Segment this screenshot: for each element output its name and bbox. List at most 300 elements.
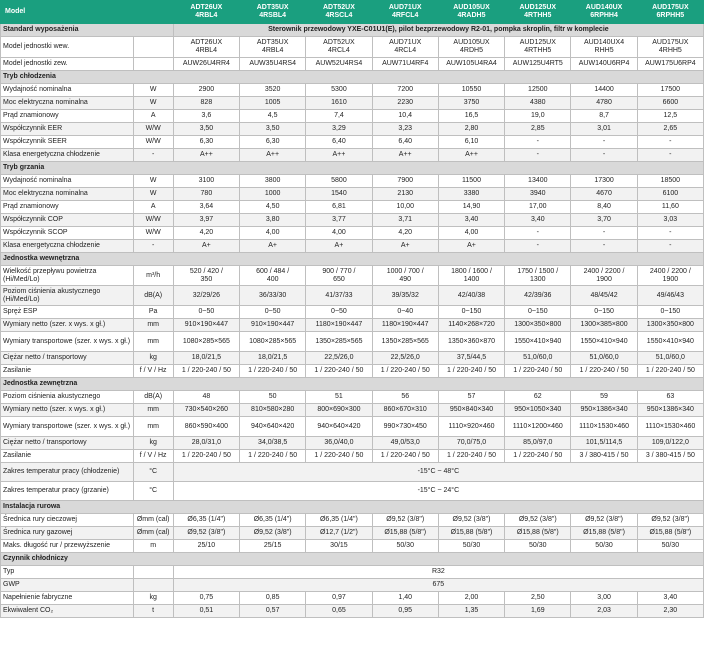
section-title: Jednostka wewnętrzna [1, 253, 704, 266]
row-value: 51 [306, 391, 372, 404]
row-value: 3,40 [438, 214, 504, 227]
row-value: 1550×410×940 [571, 332, 637, 352]
row-value: 4,50 [240, 201, 306, 214]
row-value-merged: -15°C ~ 48°C [173, 463, 703, 482]
row-value: 7200 [372, 84, 438, 97]
row-value: 1 / 220-240 / 50 [438, 450, 504, 463]
row-value: 3,6 [173, 110, 239, 123]
model-col-3: ADT52UX 4RSCL4 [306, 1, 372, 24]
row-value: 950×1386×340 [637, 404, 703, 417]
row-unit: mm [133, 332, 173, 352]
row-value-merged: 675 [173, 579, 703, 592]
row-value: 3,03 [637, 214, 703, 227]
row-value: - [637, 149, 703, 162]
row-value: - [637, 227, 703, 240]
row-value: 6,40 [372, 136, 438, 149]
row-value: 49,0/53,0 [372, 437, 438, 450]
row-value: 4670 [571, 188, 637, 201]
row-value: 3750 [438, 97, 504, 110]
row-value: 22,5/26,0 [306, 352, 372, 365]
row-value: 3,01 [571, 123, 637, 136]
row-value: 1 / 220-240 / 50 [240, 450, 306, 463]
row-value: - [505, 136, 571, 149]
row-value: 0,85 [240, 592, 306, 605]
row-value: 11,60 [637, 201, 703, 214]
row-value: 3 / 380-415 / 50 [637, 450, 703, 463]
row-value: 28,0/31,0 [173, 437, 239, 450]
row-value: 2400 / 2200 / 1900 [637, 266, 703, 286]
row-value: 4380 [505, 97, 571, 110]
row-value: A+ [372, 240, 438, 253]
row-label: Maks. długość rur / przewyższenie [1, 540, 134, 553]
row-value: 1750 / 1500 / 1300 [505, 266, 571, 286]
row-unit: Ømm (cal) [133, 527, 173, 540]
spec-row-zasilanie [1, 365, 704, 378]
row-value: 6,30 [173, 136, 239, 149]
row-value: 36/33/30 [240, 286, 306, 306]
row-value: 1140×268×720 [438, 319, 504, 332]
row-value: 940×640×420 [240, 417, 306, 437]
row-unit: dB(A) [133, 286, 173, 306]
row-value: 12,5 [637, 110, 703, 123]
row-label: Ciężar netto / transportowy [1, 352, 134, 365]
row-value: 57 [438, 391, 504, 404]
row-value: 4780 [571, 97, 637, 110]
row-value: 1350×285×565 [372, 332, 438, 352]
row-value: - [637, 136, 703, 149]
row-value: - [505, 149, 571, 162]
spec-row-zakres-temperatur-pracy-chlodzenie [1, 463, 704, 482]
row-value: 101,5/114,5 [571, 437, 637, 450]
row-value: AUD71UX 4RCL4 [372, 37, 438, 58]
row-label: Współczynnik SEER [1, 136, 134, 149]
row-value: 2,85 [505, 123, 571, 136]
row-value: 50/30 [505, 540, 571, 553]
row-value: ADT52UX 4RCL4 [306, 37, 372, 58]
spec-row-wspolczynnik-cop [1, 214, 704, 227]
spec-row-typ [1, 566, 704, 579]
row-value: 6,40 [306, 136, 372, 149]
row-value: 3,71 [372, 214, 438, 227]
row-unit: °C [133, 482, 173, 501]
row-value: 828 [173, 97, 239, 110]
section-header-tryb-chlodzenia [1, 71, 704, 84]
section-header-jednostka-zewnetrzna [1, 378, 704, 391]
row-value: 1 / 220-240 / 50 [306, 365, 372, 378]
row-value: Ø6,35 (1/4") [306, 514, 372, 527]
spec-row-klasa-energetyczna-chlodzenie [1, 149, 704, 162]
row-label: Moc elektryczna nominalna [1, 188, 134, 201]
row-value: 600 / 484 / 400 [240, 266, 306, 286]
row-value: 6,30 [240, 136, 306, 149]
standard-equipment-row [1, 24, 704, 37]
row-value: 1800 / 1600 / 1400 [438, 266, 504, 286]
row-unit: m [133, 540, 173, 553]
row-value: 3940 [505, 188, 571, 201]
row-value: 34,0/38,5 [240, 437, 306, 450]
row-value: 39/35/32 [372, 286, 438, 306]
row-value: 51,0/60,0 [571, 352, 637, 365]
row-value: 25/15 [240, 540, 306, 553]
row-value: Ø9,52 (3/8") [637, 514, 703, 527]
spec-row-ekwiwalent-co [1, 605, 704, 618]
row-unit: Pa [133, 306, 173, 319]
row-value: 7900 [372, 175, 438, 188]
row-value: 2230 [372, 97, 438, 110]
row-value: 900 / 770 / 650 [306, 266, 372, 286]
row-value: A+ [306, 240, 372, 253]
row-unit [133, 58, 173, 71]
row-label: Średnica rury gazowej [1, 527, 134, 540]
model-header: Model [1, 1, 174, 24]
row-value-merged: -15°C ~ 24°C [173, 482, 703, 501]
spec-row-model-jednostki-zew [1, 58, 704, 71]
row-value: 4,00 [438, 227, 504, 240]
row-value: AUD125UX 4RTHH5 [505, 37, 571, 58]
row-value: 7,4 [306, 110, 372, 123]
row-label: Ekwiwalent CO₂ [1, 605, 134, 618]
row-value: 16,5 [438, 110, 504, 123]
standard-equipment-value: Sterownik przewodowy YXE-C01U1(E), pilot bezprzewodowy R2-01, pompka skroplin, filtr w komplecie [173, 24, 703, 37]
row-value: 62 [505, 391, 571, 404]
row-value: 3800 [240, 175, 306, 188]
row-unit: m³/h [133, 266, 173, 286]
row-value: A+ [438, 240, 504, 253]
row-value: Ø12,7 (1/2") [306, 527, 372, 540]
row-value: Ø15,88 (5/8") [438, 527, 504, 540]
row-label: Średnica rury cieczowej [1, 514, 134, 527]
row-value: 0~150 [505, 306, 571, 319]
row-label: Wymiary netto (szer. x wys. x gł.) [1, 404, 134, 417]
row-value: 42/40/38 [438, 286, 504, 306]
row-value: 48/45/42 [571, 286, 637, 306]
model-col-1: ADT26UX 4RBL4 [173, 1, 239, 24]
row-value: 1110×1530×460 [571, 417, 637, 437]
row-unit: W/W [133, 123, 173, 136]
row-value: 2,30 [637, 605, 703, 618]
row-value: 41/37/33 [306, 286, 372, 306]
row-value: 3,64 [173, 201, 239, 214]
model-col-5: AUD105UX 4RADH5 [438, 1, 504, 24]
row-value: Ø15,88 (5/8") [637, 527, 703, 540]
spec-row-ciezar-netto-transportowy [1, 437, 704, 450]
row-value: 59 [571, 391, 637, 404]
row-value: 51,0/60,0 [505, 352, 571, 365]
row-value: 85,0/97,0 [505, 437, 571, 450]
row-label: Zasilanie [1, 365, 134, 378]
row-value: - [637, 240, 703, 253]
row-value: A+ [173, 240, 239, 253]
row-label: Standard wyposażenia [1, 24, 174, 37]
row-value: 3,23 [372, 123, 438, 136]
row-value: AUW26U4RR4 [173, 58, 239, 71]
row-value: 17500 [637, 84, 703, 97]
row-value: 3520 [240, 84, 306, 97]
row-label: Typ [1, 566, 134, 579]
spec-row-ciezar-netto-transportowy [1, 352, 704, 365]
row-value: 4,5 [240, 110, 306, 123]
row-value: Ø15,88 (5/8") [372, 527, 438, 540]
spec-row-sprez-esp [1, 306, 704, 319]
row-value: AUD105UX 4RDH5 [438, 37, 504, 58]
row-value: 1550×410×940 [637, 332, 703, 352]
section-title: Instalacja rurowa [1, 501, 704, 514]
row-label: Wymiary netto (szer. x wys. x gł.) [1, 319, 134, 332]
row-value: 2,00 [438, 592, 504, 605]
row-unit: mm [133, 319, 173, 332]
row-value: 1540 [306, 188, 372, 201]
row-value: AUW125U4RT5 [505, 58, 571, 71]
row-label: Wymiary transportowe (szer. x wys. x gł.) [1, 417, 134, 437]
row-value: AUW52U4RS4 [306, 58, 372, 71]
row-value: 3100 [173, 175, 239, 188]
row-value: 18,0/21,5 [173, 352, 239, 365]
row-value: 2400 / 2200 / 1900 [571, 266, 637, 286]
row-label: Spręż ESP [1, 306, 134, 319]
spec-row-poziom-cisnienia-akustycznego [1, 391, 704, 404]
spec-row-wymiary-transportowe-szer-x-wys-x-gl [1, 417, 704, 437]
row-value: 1 / 220-240 / 50 [173, 365, 239, 378]
row-value: 1180×190×447 [372, 319, 438, 332]
row-value: 0,51 [173, 605, 239, 618]
row-value: 1 / 220-240 / 50 [173, 450, 239, 463]
row-value: 50/30 [571, 540, 637, 553]
spec-row-prad-znamionowy [1, 110, 704, 123]
row-value: 50/30 [372, 540, 438, 553]
row-value: 4,00 [306, 227, 372, 240]
row-value: 0,97 [306, 592, 372, 605]
row-value: - [505, 227, 571, 240]
row-value: ADT35UX 4RBL4 [240, 37, 306, 58]
row-value: 13400 [505, 175, 571, 188]
row-value: 1110×1530×460 [637, 417, 703, 437]
row-value: - [571, 136, 637, 149]
row-label: Moc elektryczna nominalna [1, 97, 134, 110]
row-value: 1 / 220-240 / 50 [637, 365, 703, 378]
row-value: 36,0/40,0 [306, 437, 372, 450]
spec-row-napelnienie-fabryczne [1, 592, 704, 605]
row-value: Ø15,88 (5/8") [571, 527, 637, 540]
row-value: 940×640×420 [306, 417, 372, 437]
row-value: 1110×920×460 [438, 417, 504, 437]
row-value: 2,50 [505, 592, 571, 605]
row-value: 860×670×310 [372, 404, 438, 417]
row-value: 1 / 220-240 / 50 [372, 450, 438, 463]
row-value: 49/46/43 [637, 286, 703, 306]
row-value: 3,77 [306, 214, 372, 227]
row-unit: W [133, 175, 173, 188]
row-value: 3,70 [571, 214, 637, 227]
row-label: Napełnienie fabryczne [1, 592, 134, 605]
row-value: 0,57 [240, 605, 306, 618]
row-value: 4,00 [240, 227, 306, 240]
section-title: Jednostka zewnętrzna [1, 378, 704, 391]
spec-body [1, 24, 704, 618]
row-label: Współczynnik EER [1, 123, 134, 136]
row-label: Model jednostki wew. [1, 37, 134, 58]
section-header-instalacja-rurowa [1, 501, 704, 514]
row-value: 3380 [438, 188, 504, 201]
row-value: 1 / 220-240 / 50 [505, 450, 571, 463]
row-value: 0~40 [372, 306, 438, 319]
row-unit: mm [133, 417, 173, 437]
row-value: AUW175U6RP4 [637, 58, 703, 71]
spec-row-wydajnosc-nominalna [1, 175, 704, 188]
section-header-jednostka-wewnetrzna [1, 253, 704, 266]
row-value: A++ [372, 149, 438, 162]
row-value: Ø15,88 (5/8") [505, 527, 571, 540]
row-label: GWP [1, 579, 134, 592]
row-value: 3,40 [505, 214, 571, 227]
row-label: Zakres temperatur pracy (grzanie) [1, 482, 134, 501]
row-value: - [571, 240, 637, 253]
spec-row-wielkosc-przeplywu-powietrza-hi-med-lo [1, 266, 704, 286]
row-value: 1,40 [372, 592, 438, 605]
row-value: 1,69 [505, 605, 571, 618]
row-value: 8,7 [571, 110, 637, 123]
row-value: 50/30 [438, 540, 504, 553]
row-value: 3,50 [240, 123, 306, 136]
row-unit: A [133, 201, 173, 214]
row-value: 4,20 [372, 227, 438, 240]
row-value: 1350×285×565 [306, 332, 372, 352]
row-label: Wymiary transportowe (szer. x wys. x gł.) [1, 332, 134, 352]
row-value: 10,00 [372, 201, 438, 214]
header-row [1, 1, 704, 24]
row-value: 1300×350×800 [505, 319, 571, 332]
row-value: AUW35U4RS4 [240, 58, 306, 71]
row-value: 3,40 [637, 592, 703, 605]
row-value: 0~50 [240, 306, 306, 319]
row-value: AUD175UX 4RHH5 [637, 37, 703, 58]
row-value: 2900 [173, 84, 239, 97]
row-value: 18500 [637, 175, 703, 188]
row-value: 50/30 [637, 540, 703, 553]
row-label: Współczynnik SCOP [1, 227, 134, 240]
model-col-7: AUD140UX 6RPHH4 [571, 1, 637, 24]
row-unit: f / V / Hz [133, 365, 173, 378]
row-value: 5800 [306, 175, 372, 188]
row-unit: kg [133, 592, 173, 605]
row-label: Model jednostki zew. [1, 58, 134, 71]
row-value: Ø9,52 (3/8") [505, 514, 571, 527]
row-value: AUW71U4RF4 [372, 58, 438, 71]
row-label: Zasilanie [1, 450, 134, 463]
row-unit: - [133, 240, 173, 253]
row-value: 0~50 [306, 306, 372, 319]
row-unit: mm [133, 404, 173, 417]
row-value: 0~150 [637, 306, 703, 319]
spec-row-prad-znamionowy [1, 201, 704, 214]
spec-row-gwp [1, 579, 704, 592]
spec-row-model-jednostki-wew [1, 37, 704, 58]
spec-row-zasilanie [1, 450, 704, 463]
row-value: 950×840×340 [438, 404, 504, 417]
row-value: 1550×410×940 [505, 332, 571, 352]
row-value: 1080×285×565 [240, 332, 306, 352]
row-value: 1 / 220-240 / 50 [505, 365, 571, 378]
row-value: - [571, 149, 637, 162]
row-unit: f / V / Hz [133, 450, 173, 463]
spec-row-moc-elektryczna-nominalna [1, 188, 704, 201]
row-value: 1180×190×447 [306, 319, 372, 332]
row-value: 6,81 [306, 201, 372, 214]
row-value: 1110×1200×460 [505, 417, 571, 437]
row-value: 50 [240, 391, 306, 404]
row-value: 0,75 [173, 592, 239, 605]
row-value: 11500 [438, 175, 504, 188]
row-value: A++ [240, 149, 306, 162]
row-value: 2,03 [571, 605, 637, 618]
row-value: A++ [173, 149, 239, 162]
row-value-merged: R32 [173, 566, 703, 579]
section-title: Czynnik chłodniczy [1, 553, 704, 566]
row-value: Ø9,52 (3/8") [372, 514, 438, 527]
row-unit: kg [133, 437, 173, 450]
row-value: 12500 [505, 84, 571, 97]
row-label: Wydajność nominalna [1, 84, 134, 97]
row-unit: Ømm (cal) [133, 514, 173, 527]
row-value: Ø9,52 (3/8") [438, 514, 504, 527]
row-value: 1,35 [438, 605, 504, 618]
row-unit: - [133, 149, 173, 162]
row-value: 1 / 220-240 / 50 [240, 365, 306, 378]
row-unit [133, 566, 173, 579]
row-value: 56 [372, 391, 438, 404]
section-title: Tryb chłodzenia [1, 71, 704, 84]
row-label: Prąd znamionowy [1, 110, 134, 123]
row-value: 950×1050×340 [505, 404, 571, 417]
row-unit: °C [133, 463, 173, 482]
row-value: 22,5/26,0 [372, 352, 438, 365]
section-title: Tryb grzania [1, 162, 704, 175]
row-value: 6100 [637, 188, 703, 201]
row-value: 1000 / 700 / 490 [372, 266, 438, 286]
row-value: Ø6,35 (1/4") [240, 514, 306, 527]
row-value: 1 / 220-240 / 50 [306, 450, 372, 463]
row-value: 800×690×300 [306, 404, 372, 417]
spec-row-wymiary-netto-szer-x-wys-x-gl [1, 319, 704, 332]
spec-row-wspolczynnik-scop [1, 227, 704, 240]
row-label: Prąd znamionowy [1, 201, 134, 214]
row-value: 37,5/44,5 [438, 352, 504, 365]
row-value: 32/29/26 [173, 286, 239, 306]
row-value: 950×1386×340 [571, 404, 637, 417]
row-value: 2,80 [438, 123, 504, 136]
row-value: AUD140UX4 RHH5 [571, 37, 637, 58]
spec-row-zakres-temperatur-pracy-grzanie [1, 482, 704, 501]
row-value: 1 / 220-240 / 50 [438, 365, 504, 378]
row-value: 0,65 [306, 605, 372, 618]
spec-row-maks-dlugosc-rur-przewyzszenie [1, 540, 704, 553]
row-value: 0~150 [438, 306, 504, 319]
row-value: 1080×285×565 [173, 332, 239, 352]
row-value: 0,95 [372, 605, 438, 618]
row-value: 520 / 420 / 350 [173, 266, 239, 286]
row-value: 3 / 380-415 / 50 [571, 450, 637, 463]
row-value: 42/39/36 [505, 286, 571, 306]
row-value: 1300×350×800 [637, 319, 703, 332]
row-unit [133, 579, 173, 592]
row-label: Poziom ciśnienia akustycznego (Hi/Med/Lo) [1, 286, 134, 306]
row-value: Ø6,35 (1/4") [173, 514, 239, 527]
row-value: 860×590×400 [173, 417, 239, 437]
spec-row-srednica-rury-cieczowej [1, 514, 704, 527]
row-value: 14400 [571, 84, 637, 97]
row-unit: W [133, 97, 173, 110]
section-header-tryb-grzania [1, 162, 704, 175]
row-unit: t [133, 605, 173, 618]
